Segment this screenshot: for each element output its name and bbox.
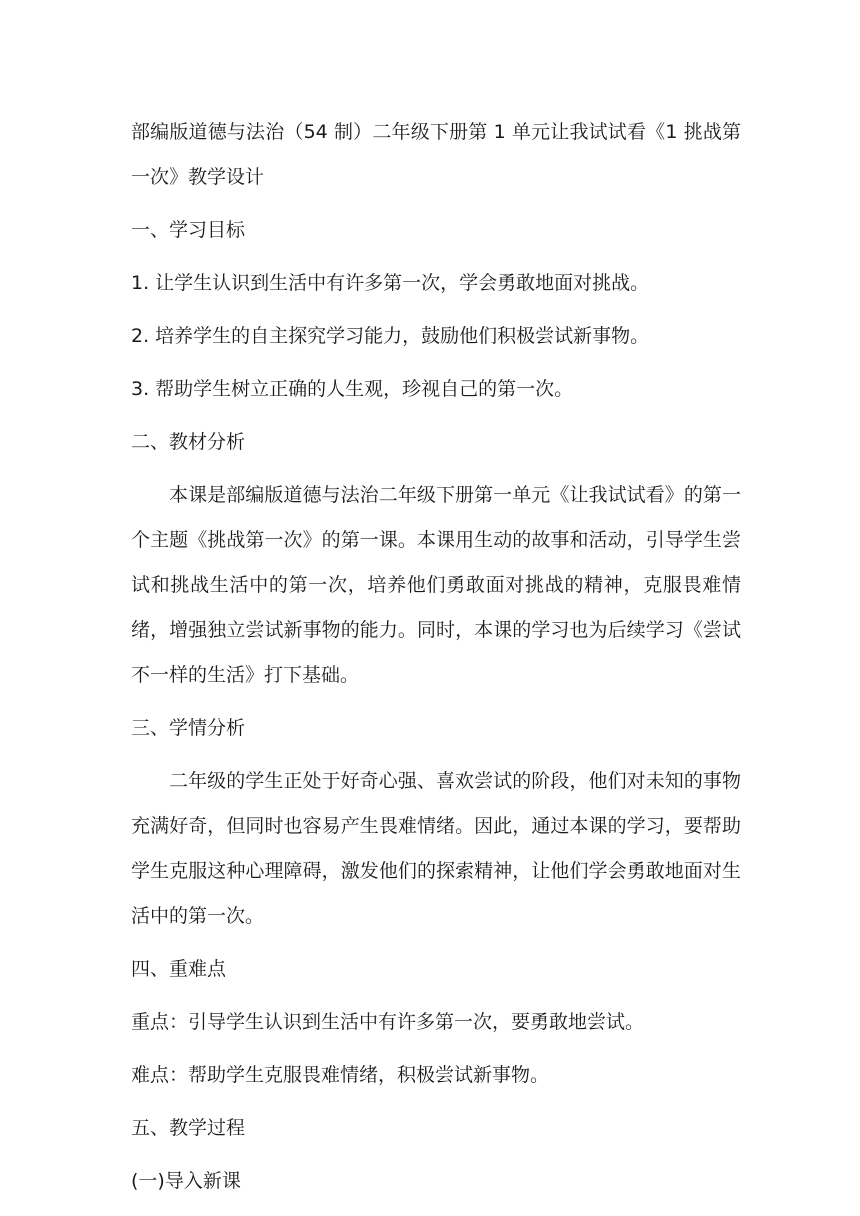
goal-item-2: 2. 培养学生的自主探究学习能力，鼓励他们积极尝试新事物。 xyxy=(131,325,650,347)
section-heading-learning-goals: 一、学习目标 xyxy=(131,219,246,241)
section-heading-student-analysis: 三、学情分析 xyxy=(131,717,246,739)
section-heading-key-difficulties: 四、重难点 xyxy=(131,958,227,980)
textbook-analysis-paragraph: 本课是部编版道德与法治二年级下册第一单元《让我试试看》的第一个主题《挑战第一次》的第一课。本课用生动的故事和活动，引导学生尝试和挑战生活中的第一次，培养他们勇敢面对挑战的精神，克服畏难情绪，增强独立尝试新事物的能力。同时，本课的学习也为后续学习《尝试不一样的生活》打下基础。 xyxy=(131,484,741,686)
key-point-text: 重点：引导学生认识到生活中有许多第一次，要勇敢地尝试。 xyxy=(131,1011,645,1033)
section-heading-teaching-process: 五、教学过程 xyxy=(131,1117,246,1139)
goal-item-3: 3. 帮助学生树立正确的人生观，珍视自己的第一次。 xyxy=(131,378,574,400)
difficulty-text: 难点：帮助学生克服畏难情绪，积极尝试新事物。 xyxy=(131,1064,550,1086)
goal-item-1: 1. 让学生认识到生活中有许多第一次，学会勇敢地面对挑战。 xyxy=(131,272,650,294)
subsection-heading-intro: (一)导入新课 xyxy=(131,1170,241,1192)
document-page xyxy=(131,110,741,1204)
section-heading-textbook-analysis: 二、教材分析 xyxy=(131,431,246,453)
document-title: 部编版道德与法治（54 制）二年级下册第 1 单元让我试试看《1 挑战第一次》教学设计 xyxy=(131,121,741,188)
student-analysis-paragraph: 二年级的学生正处于好奇心强、喜欢尝试的阶段，他们对未知的事物充满好奇，但同时也容易产生畏难情绪。因此，通过本课的学习，要帮助学生克服这种心理障碍，激发他们的探索精神，让他们学会勇敢地面对生活中的第一次。 xyxy=(131,770,741,927)
